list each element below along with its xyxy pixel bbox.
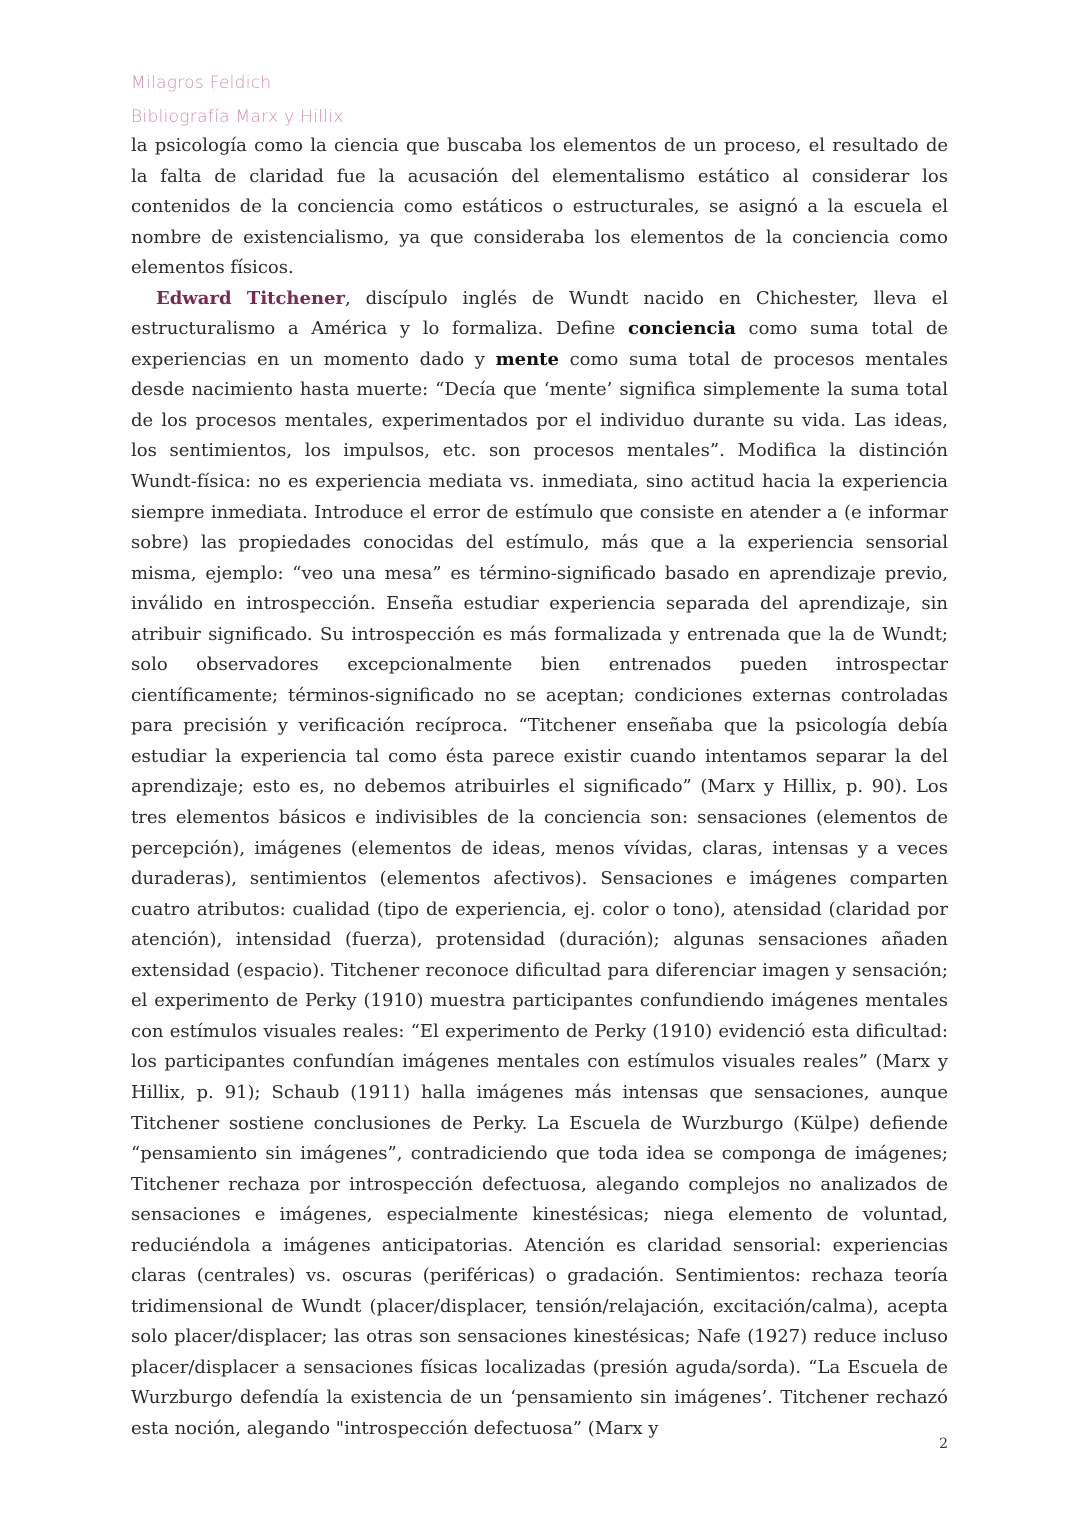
header-author: Milagros Feldich: [131, 73, 272, 93]
document-body: [131, 131, 948, 1445]
paragraph-text: , discípulo inglés de Wundt nacido en Chichester, lleva el estructuralismo a América y lo formaliza. Define: [131, 287, 948, 340]
person-name-titchener: Edward Titchener: [156, 287, 345, 309]
header-subtitle: Bibliografía Marx y Hillix: [131, 107, 344, 127]
paragraph-continuation: la psicología como la ciencia que buscaba los elementos de un proceso, el resultado de la falta de claridad fue la acusación del elementalismo estático al considerar los contenidos de la conciencia como estáticos o estructurales, se asignó a la escuela el nombre de existencialismo, ya que consideraba los elementos de la conciencia como elementos físicos.: [131, 135, 948, 279]
paragraph-titchener: [131, 284, 948, 1445]
paragraph-text: como suma total de experiencias en un momento dado y: [131, 318, 948, 370]
page-number: 2: [939, 1436, 948, 1452]
page-header: [131, 66, 344, 134]
paragraph-text: como suma total de procesos mentales desde nacimiento hasta muerte: “Decía que ‘mente’ significa simplemente la suma total de los procesos mentales, experimentados por el individuo durante su vida. Las ideas, los sentimientos, los impulsos, etc. son procesos mentales”. Modifica la distinción Wundt-física: no es experiencia mediata vs. inmediata, sino actitud hacia la experiencia siempre inmediata. Introduce el error de estímulo que consiste en atender a (e informar sobre) las propiedades conocidas del estímulo, más que a la experiencia sensorial misma, ejemplo: “veo una mesa” es término-significado basado en aprendizaje previo, inválido en introspección. Enseña estudiar experiencia separada del aprendizaje, sin atribuir significado. Su introspección es más formalizada y entrenada que la de Wundt; solo observadores excepcionalmente bien entrenados pueden introspectar científicamente; términos-significado no se aceptan; condiciones externas controladas para precisión y verificación recíproca. “Titchener enseñaba que la psicología debía estudiar la experiencia tal como ésta parece existir cuando intentamos separar la del aprendizaje; esto es, no debemos atribuirles el significado” (Marx y Hillix, p. 90). Los tres elementos básicos e indivisibles de la conciencia son: sensaciones (elementos de percepción), imágenes (elementos de ideas, menos vívidas, claras, intensas y a veces duraderas), sentimientos (elementos afectivos). Sensaciones e imágenes comparten cuatro atributos: cualidad (tipo de experiencia, ej. color o tono), atensidad (claridad por atención), intensidad (fuerza), protensidad (duración); algunas sensaciones añaden extensidad (espacio). Titchener reconoce dificultad para diferenciar imagen y sensación; el experimento de Perky (1910) muestra participantes confundiendo imágenes mentales con estímulos visuales reales: “El experimento de Perky (1910) evidenció esta dificultad: los participantes confundían imágenes mentales con estímulos visuales reales” (Marx y Hillix, p. 91); Schaub (1911) halla imágenes más intensas que sensaciones, aunque Titchener sostiene conclusiones de Perky. La Escuela de Wurzburgo (Külpe) defiende “pensamiento sin imágenes”, contradiciendo que toda idea se componga de imágenes; Titchener rechaza por introspección defectuosa, alegando complejos no analizados de sensaciones e imágenes, especialmente kinestésicas; niega elemento de voluntad, reduciéndola a imágenes anticipatorias. Atención es claridad sensorial: experiencias claras (centrales) vs. oscuras (periféricas) o gradación. Sentimientos: rechaza teoría tridimensional de Wundt (placer/displacer, tensión/relajación, excitación/calma), acepta solo placer/displacer; las otras son sensaciones kinestésicas; Nafe (1927) reduce incluso placer/displacer a sensaciones físicas localizadas (presión aguda/sorda). “La Escuela de Wurzburgo defendía la existencia de un ‘pensamiento sin imágenes’. Titchener rechazó esta noción, alegando "introspección defectuosa” (Marx y: [131, 348, 948, 1439]
term-conciencia: conciencia: [628, 318, 736, 340]
term-mente: mente: [495, 348, 559, 370]
